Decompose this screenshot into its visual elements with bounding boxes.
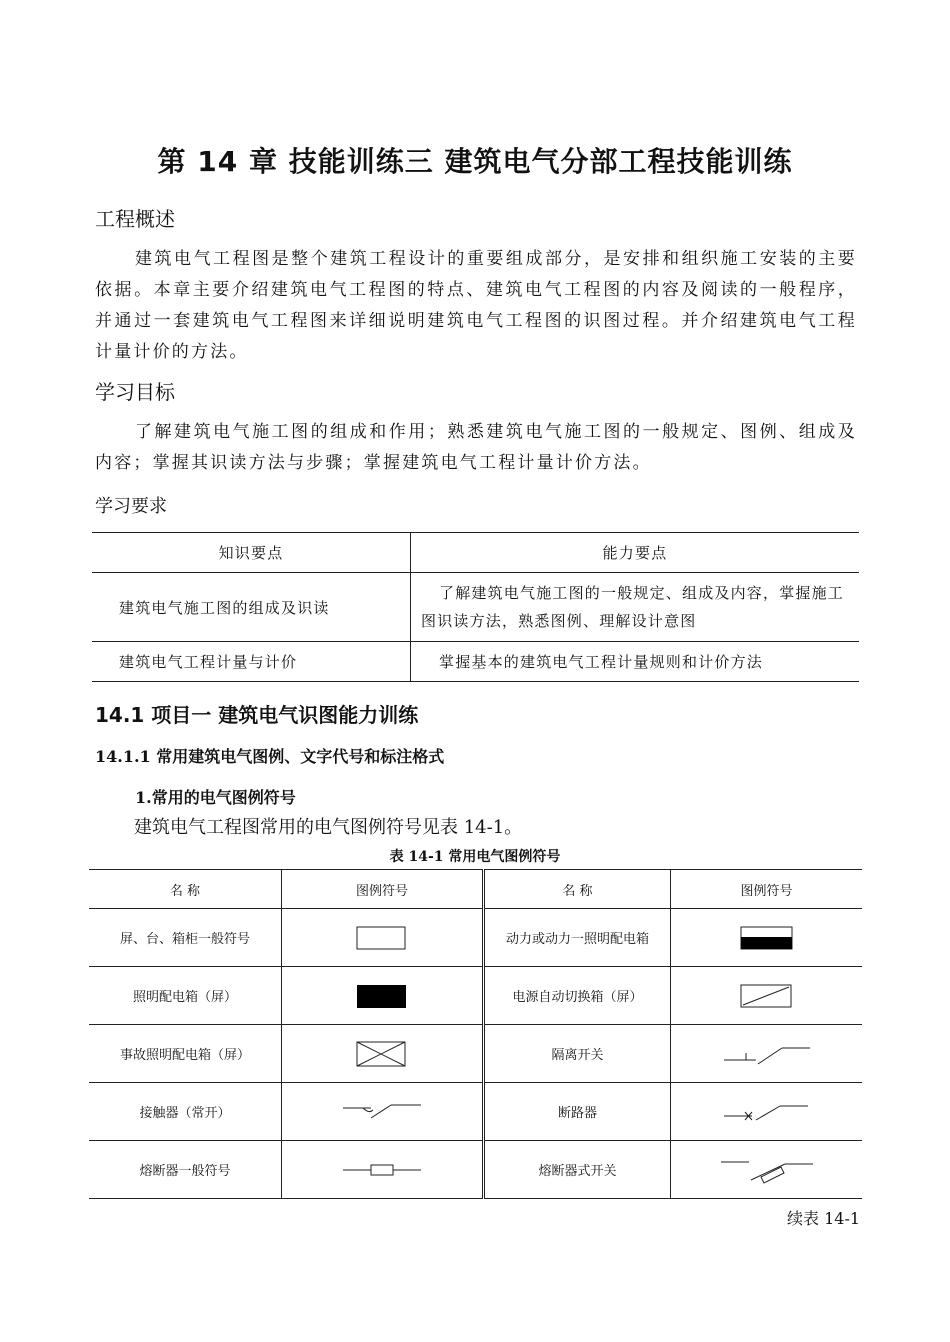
header-name: 名 称 (89, 870, 282, 909)
empty-box-icon (356, 925, 408, 951)
crossed-box-icon (356, 1040, 408, 1068)
symbol-name: 电源自动切换箱（屏） (484, 967, 671, 1025)
continued-label: 续表 14-1 (787, 1209, 861, 1228)
symbol-name: 熔断器式开关 (484, 1141, 671, 1199)
requirements-heading: 学习要求 (95, 496, 167, 517)
symbol-name: 动力或动力一照明配电箱 (484, 909, 671, 967)
requirements-table (92, 532, 859, 682)
ability-cell: 掌握基本的建筑电气工程计量规则和计价方法 (411, 642, 860, 682)
table-row (89, 1083, 862, 1141)
isolating-switch-icon (722, 1042, 812, 1066)
header-knowledge: 知识要点 (92, 533, 411, 573)
table-row (89, 967, 862, 1025)
section-14-1-1-heading: 14.1.1 常用建筑电气图例、文字代号和标注格式 (95, 747, 445, 766)
table-caption: 表 14-1 常用电气图例符号 (389, 849, 561, 865)
section-14-1-heading: 14.1 项目一 建筑电气识图能力训练 (95, 703, 419, 727)
fuse-switch-icon (719, 1156, 815, 1184)
overview-heading: 工程概述 (95, 207, 175, 231)
chapter-title: 第 14 章 技能训练三 建筑电气分部工程技能训练 (157, 145, 793, 178)
symbol-name: 事故照明配电箱（屏） (89, 1025, 282, 1083)
header-symbol: 图例符号 (282, 870, 484, 909)
symbol-name: 熔断器一般符号 (89, 1141, 282, 1199)
item-1-text: 建筑电气工程图常用的电气图例符号见表 14-1。 (134, 817, 523, 838)
symbol-name: 照明配电箱（屏） (89, 967, 282, 1025)
table-row (89, 1025, 862, 1083)
symbol-name: 断路器 (484, 1083, 671, 1141)
table-header-row (89, 870, 862, 909)
knowledge-cell: 建筑电气工程计量与计价 (92, 642, 411, 682)
table-header-row (92, 533, 859, 573)
table-row (92, 573, 859, 642)
objectives-heading: 学习目标 (95, 380, 175, 404)
contactor-icon (341, 1100, 423, 1124)
symbol-name: 隔离开关 (484, 1025, 671, 1083)
ability-cell: 了解建筑电气施工图的一般规定、组成及内容，掌握施工图识读方法，熟悉图例、理解设计意图 (411, 573, 860, 642)
item-1-heading: 1.常用的电气图例符号 (135, 788, 296, 807)
header-name: 名 称 (484, 870, 671, 909)
symbol-table (89, 869, 862, 1199)
half-filled-box-icon (740, 925, 794, 951)
circuit-breaker-icon (722, 1100, 812, 1124)
header-ability: 能力要点 (411, 533, 860, 573)
overview-text: 建筑电气工程图是整个建筑工程设计的重要组成部分，是安排和组织施工安装的主要依据。本章主要介绍建筑电气工程图的特点、建筑电气工程图的内容及阅读的一般程序，并通过一套建筑电气工程图来详细说明建筑电气工程图的识图过程。并介绍建筑电气工程计量计价的方法。 (95, 249, 857, 362)
table-row (89, 909, 862, 967)
header-symbol: 图例符号 (671, 870, 863, 909)
diagonal-box-icon (740, 983, 794, 1009)
filled-box-icon (356, 983, 408, 1009)
symbol-name: 屏、台、箱柜一般符号 (89, 909, 282, 967)
table-row (89, 1141, 862, 1199)
table-row (92, 642, 859, 682)
knowledge-cell: 建筑电气施工图的组成及识读 (92, 573, 411, 642)
fuse-icon (341, 1160, 423, 1180)
objectives-text: 了解建筑电气施工图的组成和作用；熟悉建筑电气施工图的一般规定、图例、组成及内容；掌握其识读方法与步骤；掌握建筑电气工程计量计价方法。 (95, 422, 857, 473)
symbol-name: 接触器（常开） (89, 1083, 282, 1141)
